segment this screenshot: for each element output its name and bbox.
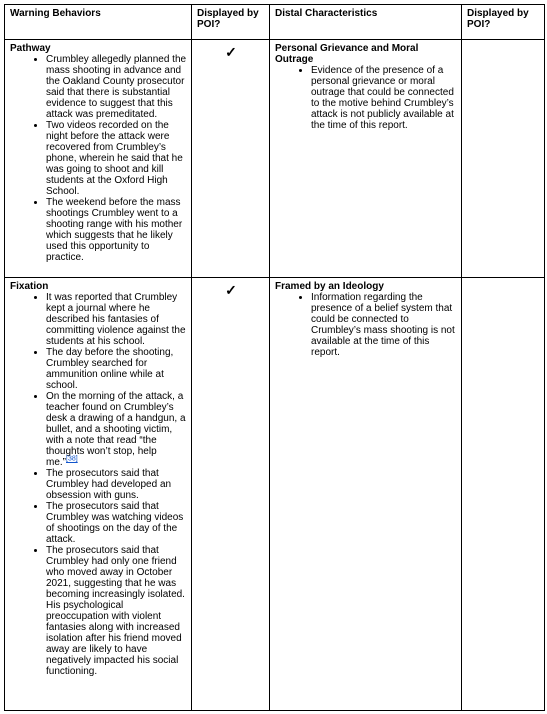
table-row-pathway — [5, 40, 545, 278]
warning-cell — [5, 278, 192, 711]
warning-list — [10, 292, 187, 677]
footnote-link[interactable]: [38] — [66, 455, 78, 463]
distal-list — [275, 65, 457, 131]
list-item: • Evidence of the presence of a personal grievance or moral outrage that could be connected to the motive behind Crumbley’s attack is not publicly available at the time of this report. — [311, 65, 457, 131]
list-item: • The day before the shooting, Crumbley searched for ammunition online while at school. — [46, 347, 187, 391]
warning-list — [10, 54, 187, 263]
displayed-cell — [192, 40, 270, 278]
checkmark-icon: ✓ — [225, 282, 237, 298]
list-item: • Crumbley allegedly planned the mass shooting in advance and the Oakland County prosecutor said that there is substantial evidence to suggest that this attack was premeditated. — [46, 54, 187, 120]
distal-displayed-cell — [462, 278, 545, 711]
header-row — [5, 5, 545, 40]
list-item: • Information regarding the presence of a belief system that could be connected to Crumbley’s mass shooting is not available at the time of this report. — [311, 292, 457, 358]
warning-title: Fixation — [10, 281, 49, 292]
list-item: • Two videos recorded on the night before the attack were recovered from Crumbley’s phone, wherein he said that he was going to shoot and kill students at the Oxford High School. — [46, 120, 187, 197]
distal-cell — [270, 278, 462, 711]
header-displayed-by-poi: Displayed by POI? — [192, 5, 270, 40]
distal-cell — [270, 40, 462, 278]
table-row-fixation — [5, 278, 545, 711]
list-item-text: On the morning of the attack, a teacher found on Crumbley’s desk a drawing of a handgun, a bullet, and a shooting victim, with a note that read “the thoughts won’t stop, help me.” — [46, 391, 186, 468]
list-item: • The prosecutors said that Crumbley had only one friend who moved away in October 2021, suggesting that he was becoming increasingly isolated. His psychological preoccupation with violent fantasies along with increased isolation after his friend moved away are likely to have negatively impacted his social functioning. — [46, 545, 187, 677]
distal-list — [275, 292, 457, 358]
header-displayed-by-poi-2: Displayed by POI? — [462, 5, 545, 40]
list-item: • It was reported that Crumbley kept a journal where he described his fantasies of committing violence against the students at his school. — [46, 292, 187, 347]
warning-title: Pathway — [10, 43, 51, 54]
distal-title: Framed by an Ideology — [275, 281, 384, 292]
list-item: • The prosecutors said that Crumbley was watching videos of shootings on the day of the attack. — [46, 501, 187, 545]
distal-displayed-cell — [462, 40, 545, 278]
header-warning-behaviors: Warning Behaviors — [5, 5, 192, 40]
header-distal-characteristics: Distal Characteristics — [270, 5, 462, 40]
list-item: • The weekend before the mass shootings Crumbley went to a shooting range with his mother which suggests that he likely used this opportunity to practice. — [46, 197, 187, 263]
distal-title: Personal Grievance and Moral Outrage — [275, 43, 419, 65]
behaviors-table — [4, 4, 545, 711]
list-item — [46, 391, 187, 468]
list-item: • The prosecutors said that Crumbley had developed an obsession with guns. — [46, 468, 187, 501]
displayed-cell — [192, 278, 270, 711]
warning-cell — [5, 40, 192, 278]
checkmark-icon: ✓ — [225, 44, 237, 60]
